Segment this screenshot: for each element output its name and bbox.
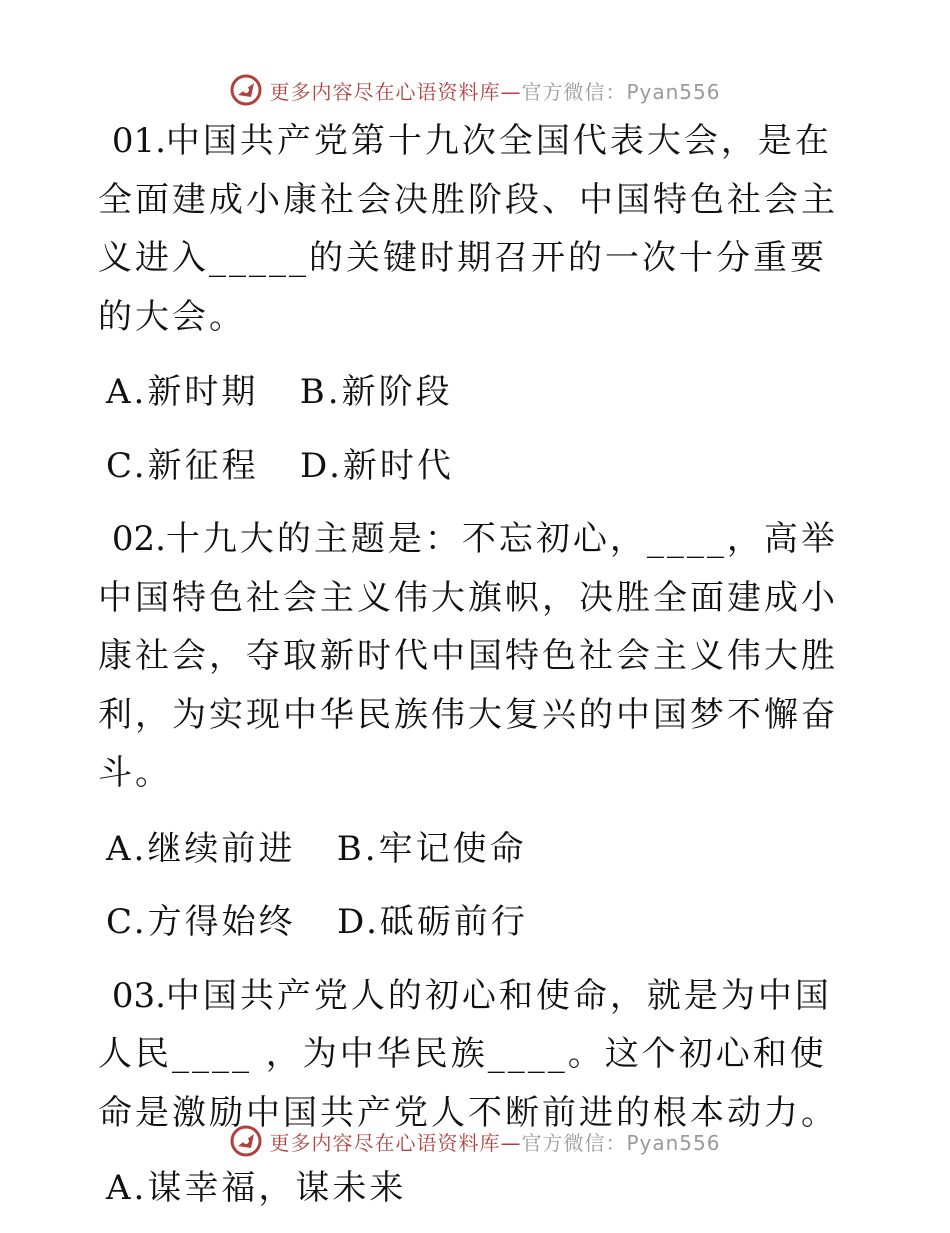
watermark-footer <box>0 1121 950 1161</box>
option-line: A.继续前进 B.牢记使命 <box>106 828 527 869</box>
watermark-header <box>0 70 950 110</box>
brand-logo-icon <box>229 1124 263 1158</box>
document-body <box>98 112 858 1233</box>
watermark-text: 更多内容尽在心语资料库—官方微信：Pyan556 <box>269 79 721 104</box>
question-stem: 01.中国共产党第十九次全国代表大会，是在全面建成小康社会决胜阶段、中国特色社会主义进入_____的关键时期召开的一次十分重要的大会。 <box>98 121 838 337</box>
option-line: A.新时期 B.新阶段 <box>106 372 453 412</box>
watermark-text: 更多内容尽在心语资料库—官方微信：Pyan556 <box>269 1130 721 1155</box>
option-line: C.新征程 D.新时代 <box>106 445 454 486</box>
option-line: A.谋幸福，谋未来 <box>106 1168 407 1208</box>
brand-logo-icon <box>229 73 263 107</box>
question-stem: 02.十九大的主题是：不忘初心，____，高举中国特色社会主义伟大旗帜，决胜全面建成小康社会，夺取新时代中国特色社会主义伟大胜利，为实现中华民族伟大复兴的中国梦不懈奋斗。 <box>98 519 838 793</box>
option-line: C.方得始终 D.砥砺前行 <box>106 902 528 942</box>
question-stem: 03.中国共产党人的初心和使命，就是为中国人民____ ，为中华民族____。这个初心和使命是激励中国共产党人不断前进的根本动力。 <box>98 975 838 1133</box>
